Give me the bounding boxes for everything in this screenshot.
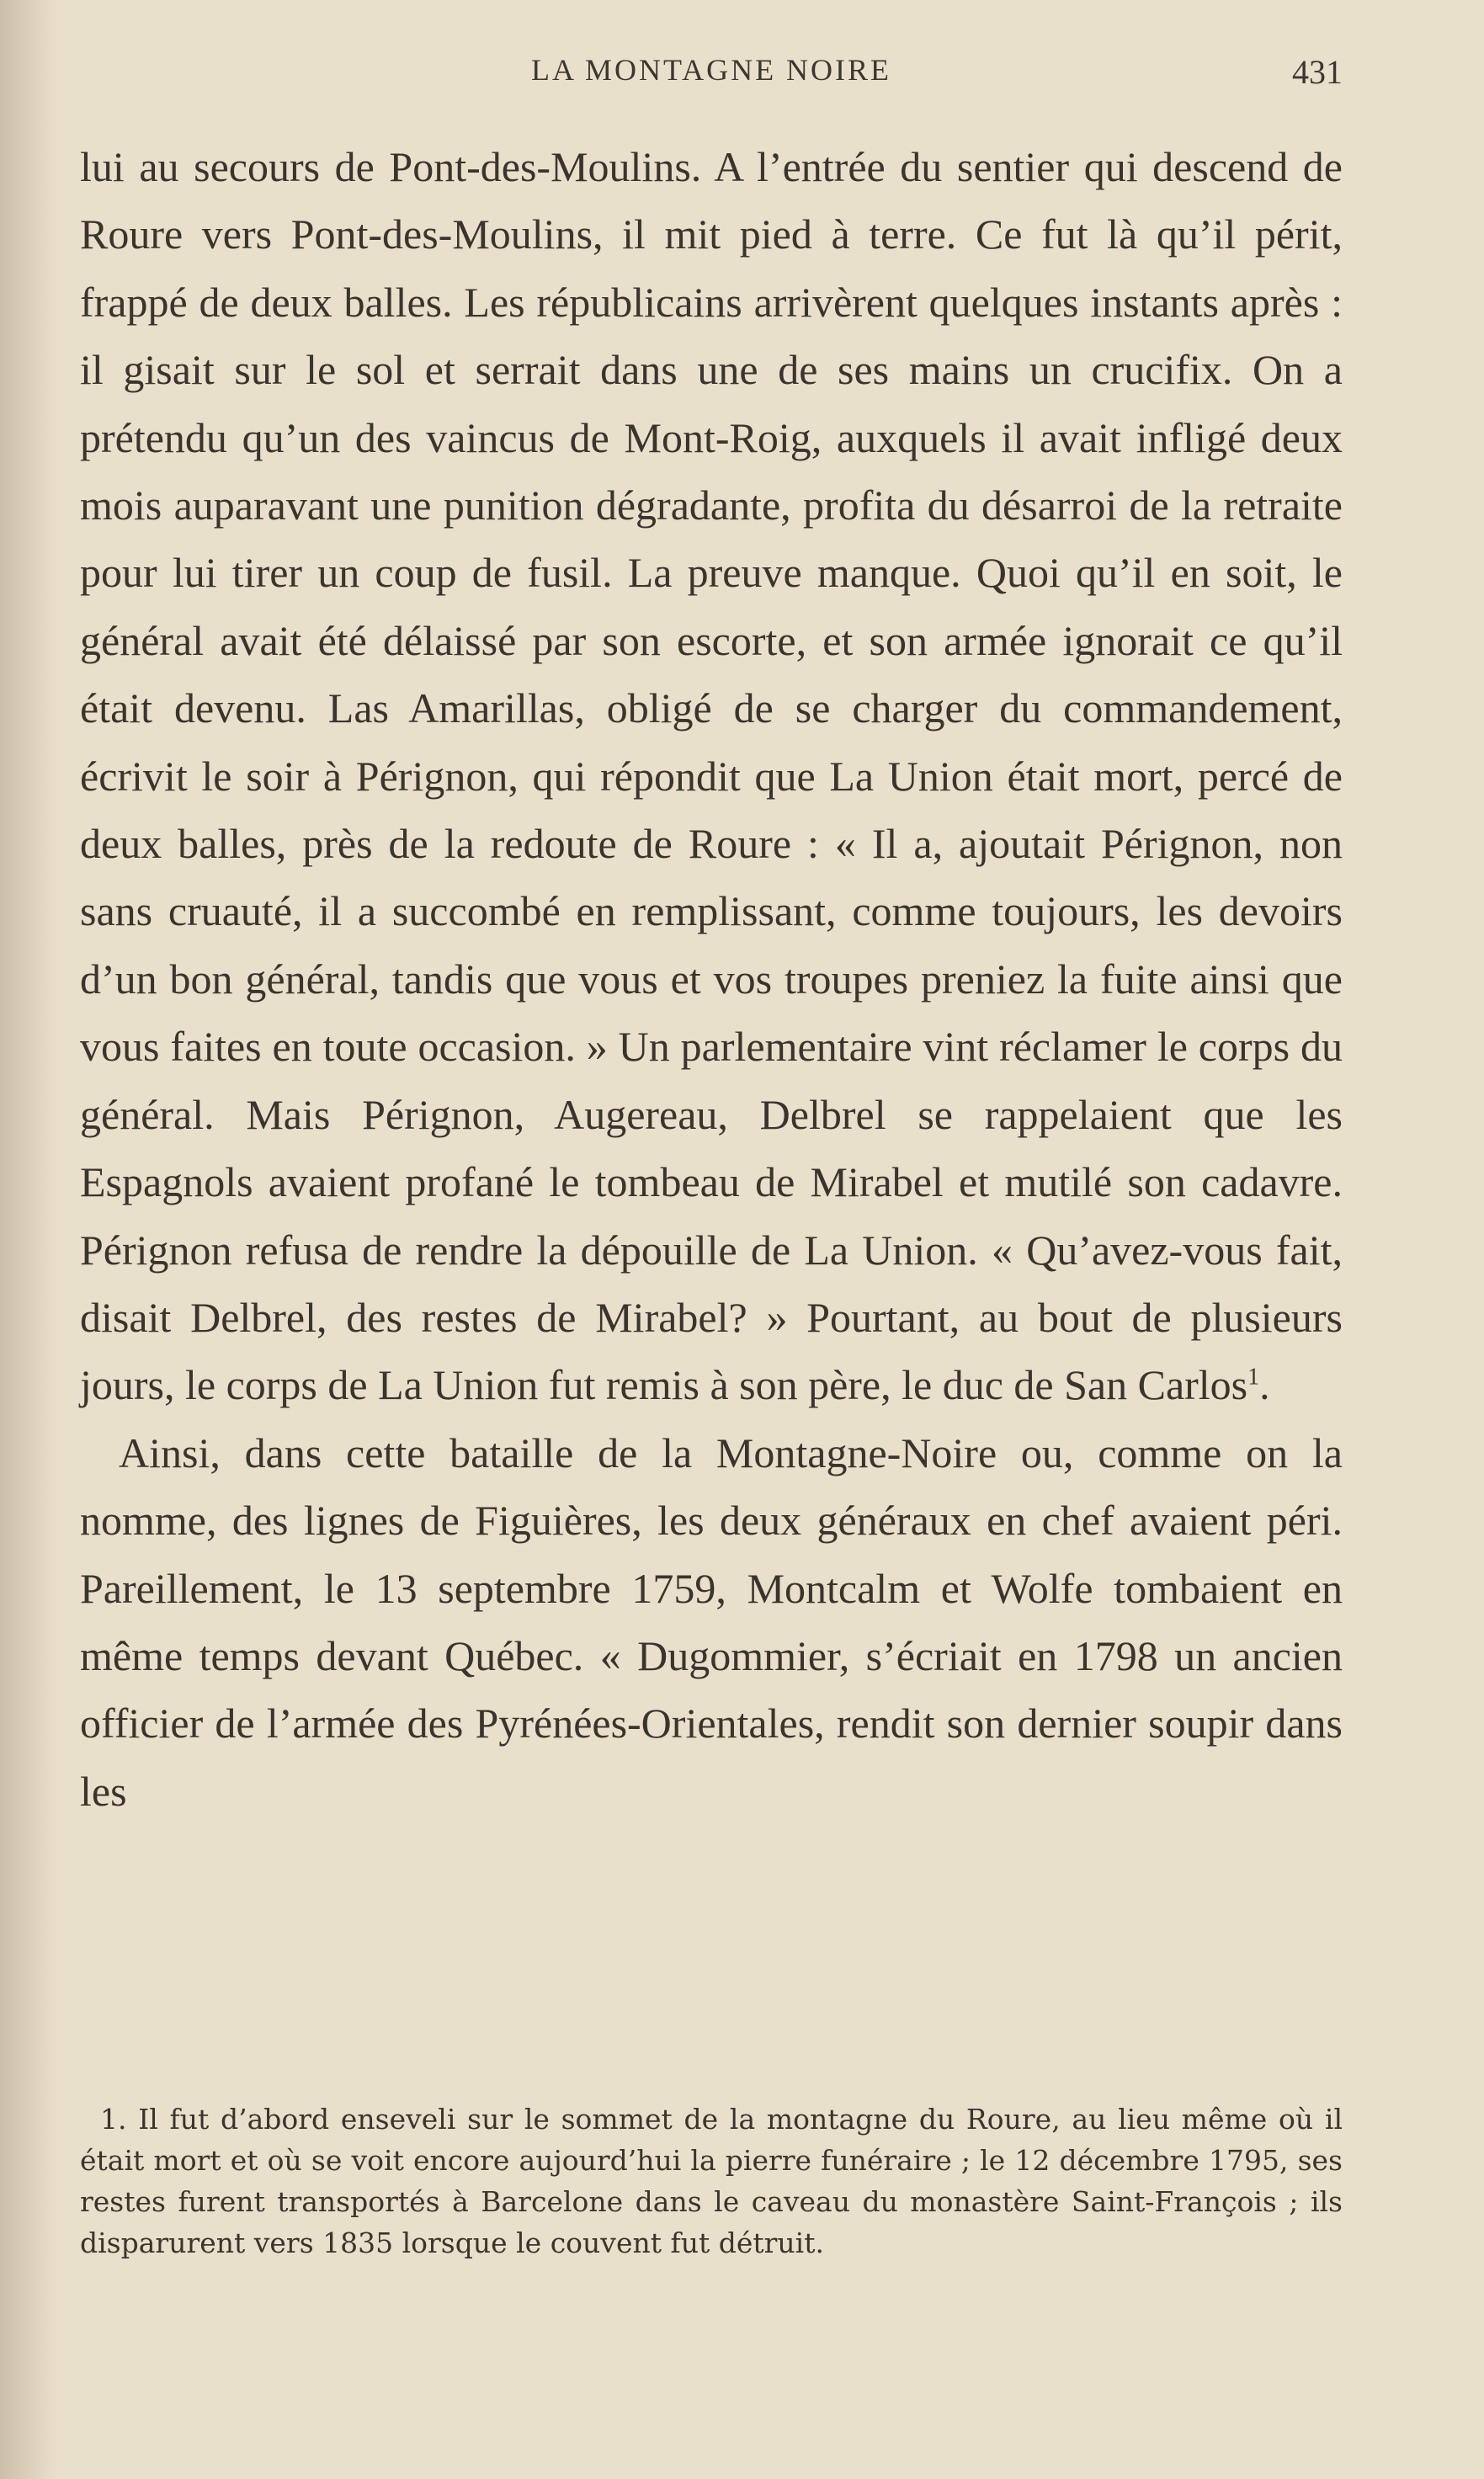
- page-header: [80, 52, 1343, 103]
- paragraph-text: lui au secours de Pont-des-Moulins. A l’entrée du sentier qui descend de Roure vers Pont-des-Moulins, il mit pied à terre. Ce fut là qu’il périt, frappé de deux balles. Les républicains arrivèrent quelques instants après : il gisait sur le sol et serrait dans une de ses mains un crucifix. On a prétendu qu’un des vaincus de Mont-Roig, auxquels il avait infligé deux mois auparavant une punition dégradante, profita du désarroi de la retraite pour lui tirer un coup de fusil. La preuve manque. Quoi qu’il en soit, le général avait été délaissé par son escorte, et son armée ignorait ce qu’il était devenu. Las Amarillas, obligé de se charger du commandement, écrivit le soir à Pérignon, qui répondit que La Union était mort, percé de deux balles, près de la redoute de Roure : « Il a, ajoutait Pérignon, non sans cruauté, il a succombé en remplissant, comme toujours, les devoirs d’un bon général, tandis que vous et vos troupes preniez la fuite ainsi que vous faites en toute occasion. » Un parlementaire vint réclamer le corps du général. Mais Pérignon, Augereau, Delbrel se rappelaient que les Espagnols avaient profané le tombeau de Mirabel et mutilé son cadavre. Pérignon refusa de rendre la dépouille de La Union. « Qu’avez-vous fait, disait Delbrel, des restes de Mirabel? » Pourtant, au bout de plusieurs jours, le corps de La Union fut remis à son père, le duc de San Carlos: [80, 143, 1343, 1409]
- page-number: 431: [1292, 53, 1343, 91]
- footnote-reference: 1: [1247, 1364, 1260, 1391]
- page-edge-shadow: [0, 0, 59, 2479]
- paragraph: Ainsi, dans cette bataille de la Montagne-Noire ou, comme on la nomme, des lignes de Figuières, les deux généraux en chef avaient péri. Pareillement, le 13 septembre 1759, Montcalm et Wolfe tombaient en même temps devant Québec. « Dugommier, s’écriait en 1798 un ancien officier de l’armée des Pyrénées-Orientales, rendit son dernier soupir dans les: [80, 1428, 1343, 1815]
- paragraph: [80, 133, 1343, 1419]
- footnote: 1. Il fut d’abord enseveli sur le sommet de la montagne du Roure, au lieu même où il était mort et où se voit encore aujourd’hui la pierre funéraire ; le 12 décembre 1795, ses restes furent transportés à Barcelone dans le caveau du monastère Saint-François ; ils disparurent vers 1835 lorsque le couvent fut détruit.: [80, 2103, 1343, 2259]
- main-text: [80, 133, 1343, 1825]
- running-title: LA MONTAGNE NOIRE: [530, 53, 892, 87]
- paragraph-end: .: [1259, 1361, 1270, 1409]
